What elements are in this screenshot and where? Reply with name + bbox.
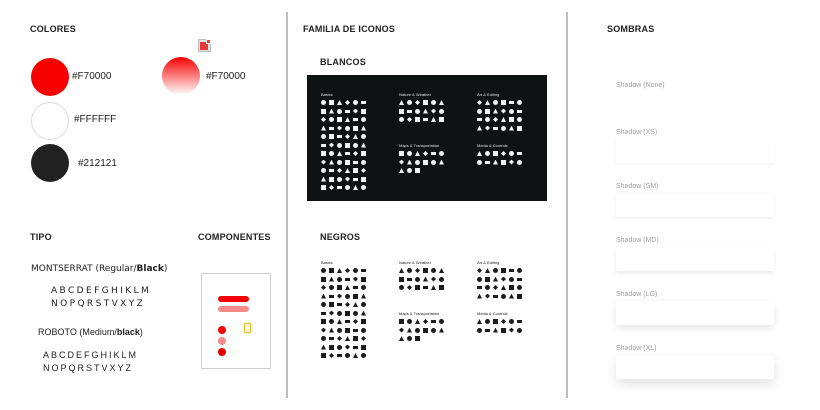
fab-sample-light[interactable]: [218, 337, 226, 345]
black-group-basics: Basics: [321, 260, 333, 265]
shadow-lg-label: Shadow (LG): [616, 291, 658, 298]
white-basics-icons: [321, 100, 366, 190]
black-group-media: Media & Controls: [477, 311, 508, 316]
components-preview-card[interactable]: [201, 273, 271, 369]
icons-black-heading: NEGROS: [320, 232, 361, 242]
white-group-maps: Maps & Transportation: [399, 143, 440, 148]
black-basics-icons: [321, 268, 366, 358]
black-media-icons: [477, 319, 522, 333]
phone-icon: [244, 323, 251, 333]
black-maps-icons: [399, 319, 444, 341]
color-swatch-dark[interactable]: [31, 144, 69, 182]
icons-white-heading: BLANCOS: [320, 57, 366, 67]
section-divider-1: [286, 12, 288, 398]
white-group-basics: Basics: [321, 92, 333, 97]
font-montserrat-label: MONTSERRAT (Regular/Black): [31, 264, 168, 274]
gradient-selection-icon: [196, 37, 214, 55]
icons-heading: FAMILIA DE ICONOS: [303, 24, 396, 34]
black-art-icons: [477, 268, 522, 299]
white-group-media: Media & Controls: [477, 143, 508, 148]
color-hex-white: #FFFFFF: [74, 114, 117, 125]
shadow-lg-sample: [616, 301, 774, 325]
black-icons-panel: [307, 250, 547, 376]
color-hex-red: #F70000: [72, 71, 112, 82]
shadow-md-label: Shadow (MD): [616, 237, 659, 244]
secondary-button-sample[interactable]: [218, 306, 249, 312]
shadow-none-sample: [616, 92, 774, 116]
section-divider-2: [566, 12, 568, 398]
shadow-xs-label: Shadow (XS): [616, 129, 658, 136]
black-group-nature: Nature & Weather: [399, 260, 431, 265]
shadow-sm-label: Shadow (SM): [616, 183, 659, 190]
white-group-art: Art & Editing: [477, 92, 500, 97]
color-swatch-gradient[interactable]: [162, 57, 200, 95]
fab-sample-red[interactable]: [218, 326, 226, 334]
shadow-sm-sample: [616, 193, 774, 217]
white-group-nature: Nature & Weather: [399, 92, 431, 97]
black-group-art: Art & Editing: [477, 260, 500, 265]
fab-sample-dark[interactable]: [218, 348, 226, 356]
shadow-xl-label: Shadow (XL): [616, 345, 657, 352]
color-hex-dark: #212121: [78, 158, 117, 169]
color-hex-gradient: #F70000: [206, 71, 246, 82]
color-swatch-white[interactable]: [31, 102, 69, 140]
shadow-md-sample: [616, 247, 774, 271]
components-heading: COMPONENTES: [198, 232, 271, 242]
white-media-icons: [477, 151, 522, 165]
shadow-xs-sample: [616, 139, 774, 163]
shadow-xl-sample: [616, 355, 774, 379]
font-roboto-alphabet: ABCDEFGHIKLM NOPQRSTVXYZ: [43, 350, 139, 373]
white-icons-panel: [307, 75, 547, 201]
color-swatch-red[interactable]: [31, 58, 69, 96]
typography-heading: TIPO: [30, 232, 52, 242]
white-art-icons: [477, 100, 522, 131]
black-nature-icons: [399, 268, 444, 290]
colors-heading: COLORES: [30, 24, 76, 34]
font-roboto-label: ROBOTO (Medium/black): [38, 327, 143, 337]
black-group-maps: Maps & Transportation: [399, 311, 440, 316]
shadow-none-label: Shadow (None): [616, 82, 665, 89]
white-maps-icons: [399, 151, 444, 173]
primary-button-sample[interactable]: [218, 296, 249, 302]
shadows-heading: SOMBRAS: [607, 24, 655, 34]
font-montserrat-alphabet: ABCDEFGHIKLM NOPQRSTVXYZ: [51, 286, 152, 309]
white-nature-icons: [399, 100, 444, 122]
